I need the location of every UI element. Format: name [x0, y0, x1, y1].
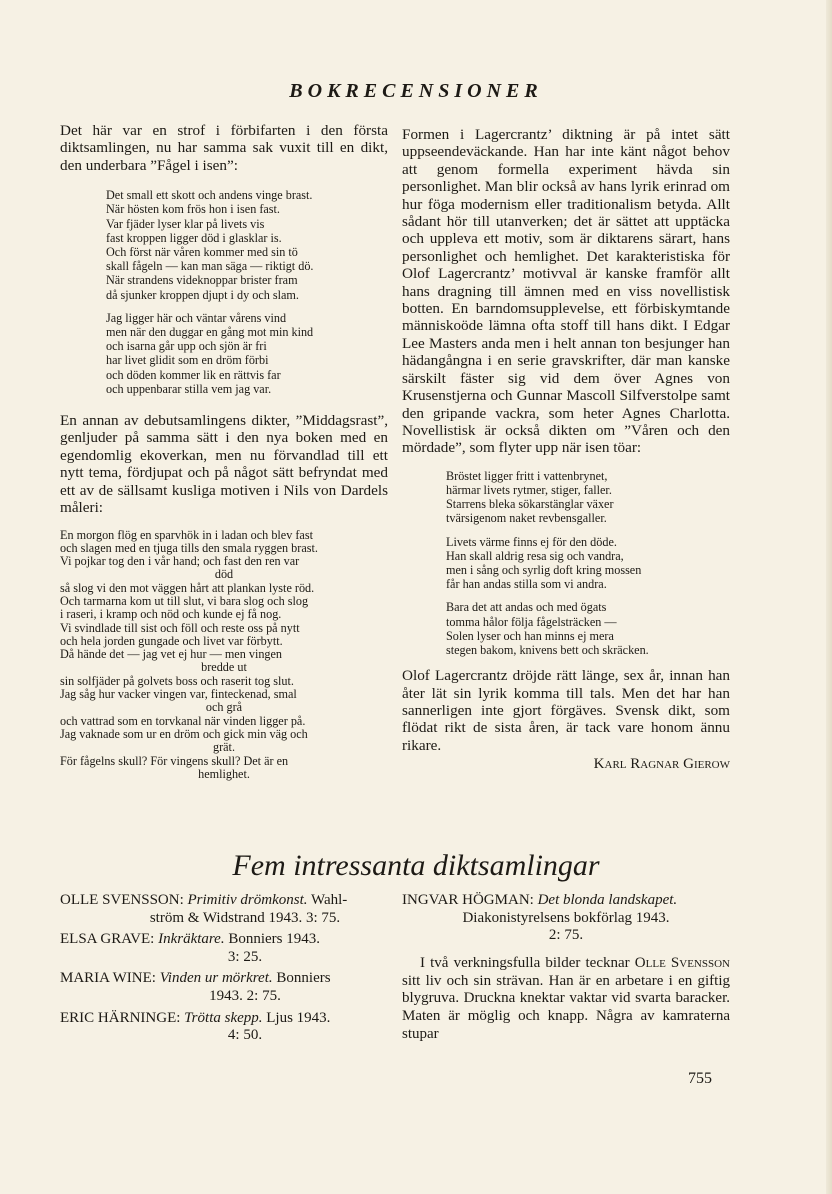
poem-line: Då hände det — jag vet ej hur — men vingen: [60, 647, 283, 662]
poem-line: och hela jorden gungade och livet var förbytt.: [60, 633, 283, 648]
book-publisher: Wahl-: [311, 892, 348, 908]
book-title: Trötta skepp.: [184, 1009, 263, 1026]
book-author: OLLE SVENSSON:: [60, 892, 184, 908]
poem-line: död: [214, 567, 234, 582]
book-publisher: Ljus 1943.: [266, 1009, 331, 1026]
scan-edge: [826, 0, 832, 1194]
poem-line: skall fågeln — kan man säga — riktigt dö.: [106, 259, 314, 274]
poem-line: grät.: [213, 740, 235, 755]
poem-line: stegen bakom, knivens bett och skräcken.: [446, 642, 649, 657]
poem-varen-och-den-mordade: [446, 469, 730, 657]
book-publisher-cont: 3: 25.: [227, 948, 263, 965]
poem-line: Livets värme finns ej för den döde.: [446, 534, 617, 549]
poem-line: En morgon flög en sparvhök in i ladan och blev fast: [60, 527, 313, 542]
poem-line: Och tarmarna kom ut till slut, vi bara slog och slog: [60, 593, 309, 608]
book-list: [60, 892, 390, 1049]
poem-stanza: [106, 188, 388, 302]
book-entry: [60, 892, 390, 927]
poem-line: då sjunker kroppen djupt i dy och slam.: [106, 287, 299, 302]
poem-line: i raseri, i kramp och nöd och kunde ej få nog.: [60, 607, 282, 622]
book-title: Inkräktare.: [158, 931, 225, 948]
book-publisher-cont: ström & Widstrand 1943. 3: 75.: [149, 909, 341, 926]
poem-line: När strandens videknoppar brister fram: [106, 273, 298, 288]
paragraph-closing: Olof Lagercrantz dröjde rätt länge, sex år, innan han åter lät sin lyrik komma till tals. Men det har han sannerligen inte gjort förgäves. Svensk dikt, som flödat rikt de sista åren, är tack vare honom ännu rikare.: [402, 667, 730, 754]
book-publisher-cont: 2: 75.: [548, 927, 584, 944]
poem-line: fast kroppen ligger död i glasklar is.: [106, 230, 282, 245]
poem-line: Jag ligger här och väntar vårens vind: [106, 310, 287, 325]
poem-line: och uppenbarar stilla vem jag var.: [106, 381, 272, 396]
poem-line: så slog vi den mot väggen hårt att plankan lyste röd.: [60, 580, 315, 595]
book-review-right: [402, 892, 730, 1044]
poem-line: men i sång och syrlig doft kring mossen: [446, 562, 642, 577]
book-author: ELSA GRAVE:: [60, 931, 155, 948]
poem-stanza: [446, 535, 730, 592]
poem-line: För fågelns skull? För vingens skull? Det är en: [60, 753, 289, 768]
poem-line: När hösten kom frös hon i isen fast.: [106, 202, 280, 217]
book-publisher: Bonniers 1943.: [228, 931, 321, 948]
poem-stanza: [106, 311, 388, 396]
book-author: MARIA WINE:: [60, 970, 156, 987]
right-column: [402, 126, 730, 773]
poem-line: Och först när våren kommer med sin tö: [106, 245, 298, 260]
poem-stanza: [446, 469, 730, 526]
book-entry: [402, 892, 730, 945]
poem-line: och slagen med en tjuga tills den smala ryggen brast.: [60, 540, 318, 555]
poem-line: tomma hålor följa fågelsträcken —: [446, 614, 617, 629]
poem-line: Starrens bleka sökarstänglar växer: [446, 497, 614, 512]
author-name: Olle Svensson: [634, 954, 730, 971]
review-paragraph: [402, 955, 730, 1044]
poem-line: Jag såg hur vacker vingen var, finteckenad, smal: [60, 687, 297, 702]
poem-line: Var fjäder lyser klar på livets vis: [106, 216, 265, 231]
poem-fagel-i-isen: [106, 188, 388, 396]
poem-line: Solen lyser och han minns ej mera: [446, 628, 614, 643]
book-title: Det blonda landskapet.: [537, 892, 678, 908]
book-author: INGVAR HÖGMAN:: [402, 892, 534, 908]
poem-line: Bröstet ligger fritt i vattenbrynet,: [446, 468, 608, 483]
left-column: [60, 122, 388, 781]
poem-line: bredde ut: [201, 660, 247, 675]
book-title: Vinden ur mörkret.: [159, 970, 273, 987]
review-text: I två verkningsfulla bilder tecknar: [420, 954, 630, 971]
poem-line: Jag vaknade som ur en dröm och gick min väg och: [60, 726, 308, 741]
poem-line: Han skall aldrig resa sig och vandra,: [446, 548, 624, 563]
book-publisher: Bonniers: [276, 970, 331, 987]
book-publisher-cont: 1943. 2: 75.: [209, 987, 281, 1004]
section-title: Fem intressanta diktsamlingar: [232, 849, 600, 882]
poem-line: får han andas stilla som vi andra.: [446, 577, 607, 592]
poem-line: och vattrad som en torvkanal när vinden ligger på.: [60, 713, 306, 728]
book-author: ERIC HÄRNINGE:: [60, 1009, 181, 1026]
poem-line: har livet glidit som en dröm förbi: [106, 353, 269, 368]
author-signature: Karl Ragnar Gierow: [593, 756, 730, 773]
poem-line: Vi svindlade till sist och föll och reste oss på nytt: [60, 620, 300, 635]
page-number: 755: [688, 1070, 712, 1087]
poem-line: Bara det att andas och med ögats: [446, 600, 607, 615]
book-title: Primitiv drömkonst.: [187, 892, 308, 908]
section-header: BOKRECENSIONER: [289, 80, 543, 102]
poem-stanza: [446, 600, 730, 657]
poem-line: Vi pojkar tog den i vår hand; och fast den ren var: [60, 554, 300, 569]
poem-line: men när den duggar en gång mot min kind: [106, 325, 314, 340]
poem-line: sin solfjäder på golvets boss och raserit tog slut.: [60, 673, 294, 688]
poem-line: Det small ett skott och andens vinge brast.: [106, 188, 313, 203]
review-text: sitt liv och sin strävan. Han är en arbetare i en giftig blygruva. Druckna knektar vaktar vid svarta baracker. Maten är möglig och knapp. Några av kamraterna stupar: [402, 972, 730, 1042]
book-publisher-cont: 4: 50.: [227, 1027, 263, 1044]
book-entry: [60, 970, 390, 1005]
poem-sparvhok: [60, 529, 388, 782]
poem-line: och isarna går upp och sjön är fri: [106, 339, 267, 354]
poem-line: härmar livets rytmer, stiger, faller.: [446, 482, 612, 497]
intro-paragraph: Det här var en strof i förbifarten i den första diktsamlingen, nu har samma sak vuxit till en dikt, den underbara ”Fågel i isen”:: [60, 122, 388, 174]
poem-line: tvärsigenom naket revbensgaller.: [446, 511, 607, 526]
poem-line: och grå: [205, 700, 243, 715]
book-entry: [60, 1010, 390, 1045]
paragraph-middagsrast: En annan av debutsamlingens dikter, ”Middagsrast”, genljuder på samma sätt i den nya boken med en egendomlig ekoverkan, men nu förvandlad till ett nytt tema, fördjupat och på något sätt befryndat med ett av de sällsamt kusliga motiven i Nils von Dardels måleri:: [60, 412, 388, 517]
poem-line: hemlighet.: [198, 766, 250, 781]
paragraph-formen: Formen i Lagercrantz’ diktning är på intet sätt uppseendeväckande. Han har inte känt något behov att genom formella experiment hävda sin personlighet. Man blir också av hans lyrik erinrad om hur föga modernism eller traditionalism betyda. Allt sådant hör till utanverken; det är sättet att upptäcka och uppleva ett motiv, som är diktarens särart, hans personlighet och hemlighet. Det karakteristiska för Olof Lagercrantz’ motivval är kanske framför allt hans dragning till ämnen med en viss novellistisk botten. En barndomsupplevelse, ett förbiskymtande människoöde lämna ofta stoff till hans dikt. I Edgar Lee Masters anda men i helt annan ton besjunger han hädangångna i en serie gravskrifter, där man kanske särskilt fäster sig vid dem över Agnes von Krusenstjerna och Gunnar Mascoll Silfverstolpe samt den gripande vackra, som heter Agnes Charlotta. Novellistisk är också dikten om ”Våren och den mördade”, som flyter upp när isen töar:: [402, 126, 730, 457]
book-publisher: Diakonistyrelsens bokförlag 1943.: [462, 909, 670, 926]
book-entry: [60, 931, 390, 966]
poem-line: och döden kommer lik en rättvis far: [106, 367, 281, 382]
